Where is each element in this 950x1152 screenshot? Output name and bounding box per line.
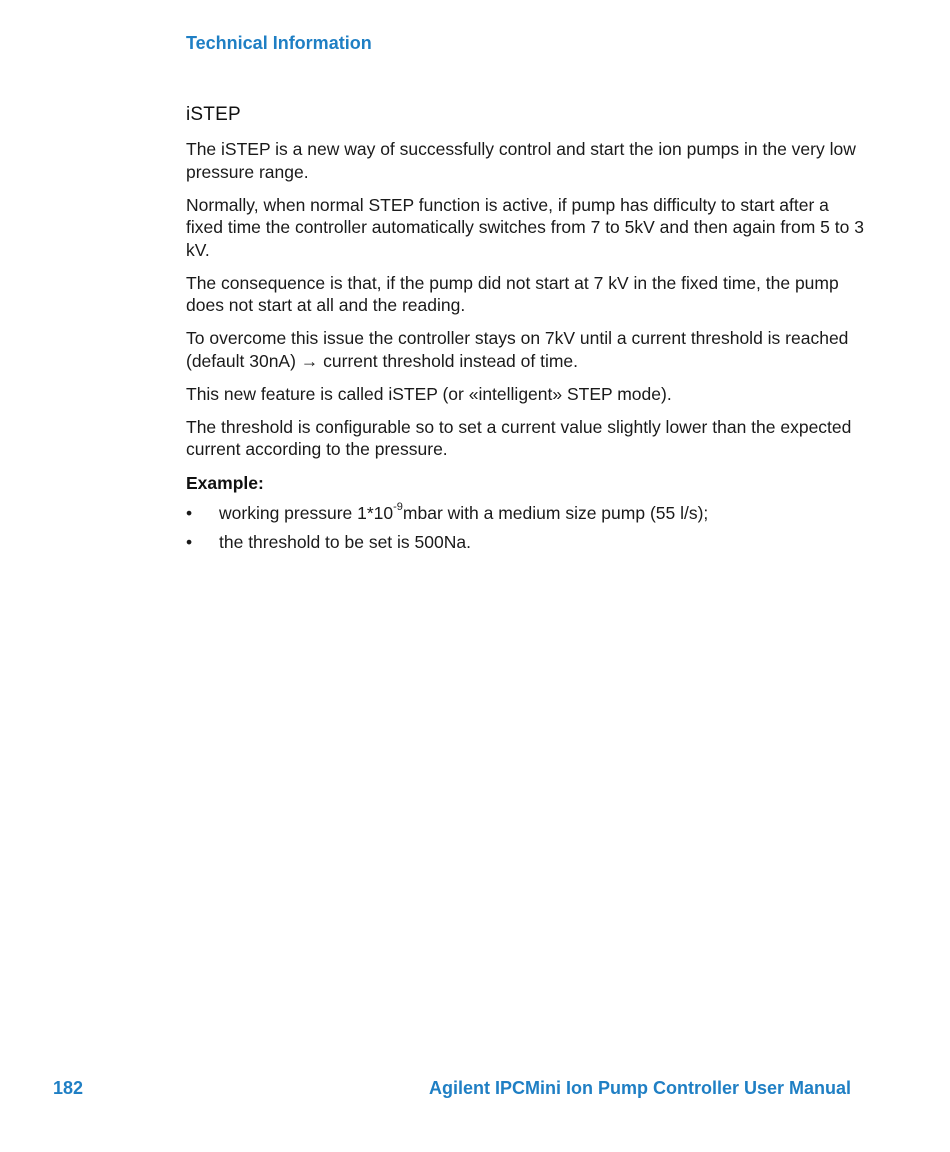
bullet-icon: • [186, 532, 193, 552]
paragraph-intro: The iSTEP is a new way of successfully control and start the ion pumps in the very low pressure range. [186, 139, 856, 182]
list-item [186, 502, 866, 525]
list-item [186, 531, 866, 554]
section-heading: iSTEP [186, 104, 241, 125]
example-label: Example: [186, 472, 264, 493]
document-body [186, 104, 866, 561]
paragraph-feature-name: This new feature is called iSTEP (or «intelligent» STEP mode). [186, 383, 672, 404]
paragraph-normal-step: Normally, when normal STEP function is active, if pump has difficulty to start after a fixed time the controller automatically switches from 7 to 5kV and then again from 5 to 3 kV. [186, 194, 864, 260]
paragraph-threshold: The threshold is configurable so to set a current value slightly lower than the expected current according to the pressure. [186, 416, 852, 459]
section-header-title: Technical Information [186, 33, 372, 53]
bullet-text-suffix: mbar with a medium size pump (55 l/s); [402, 502, 709, 523]
paragraph-overcome: To overcome this issue the controller stays on 7kV until a current threshold is reached (default 30nA) → current threshold instead of time. [186, 328, 849, 371]
exponent-superscript: -9 [393, 500, 403, 513]
paragraph-consequence: The consequence is that, if the pump did not start at 7 kV in the fixed time, the pump does not start at all and the reading. [186, 272, 839, 315]
example-list [186, 502, 866, 554]
bullet-text: the threshold to be set is 500Na. [219, 532, 471, 552]
manual-title: Agilent IPCMini Ion Pump Controller User Manual [428, 1078, 851, 1098]
bullet-text-prefix: working pressure 1*10 [219, 502, 394, 523]
bullet-icon: • [186, 502, 193, 523]
page-number: 182 [53, 1078, 84, 1098]
